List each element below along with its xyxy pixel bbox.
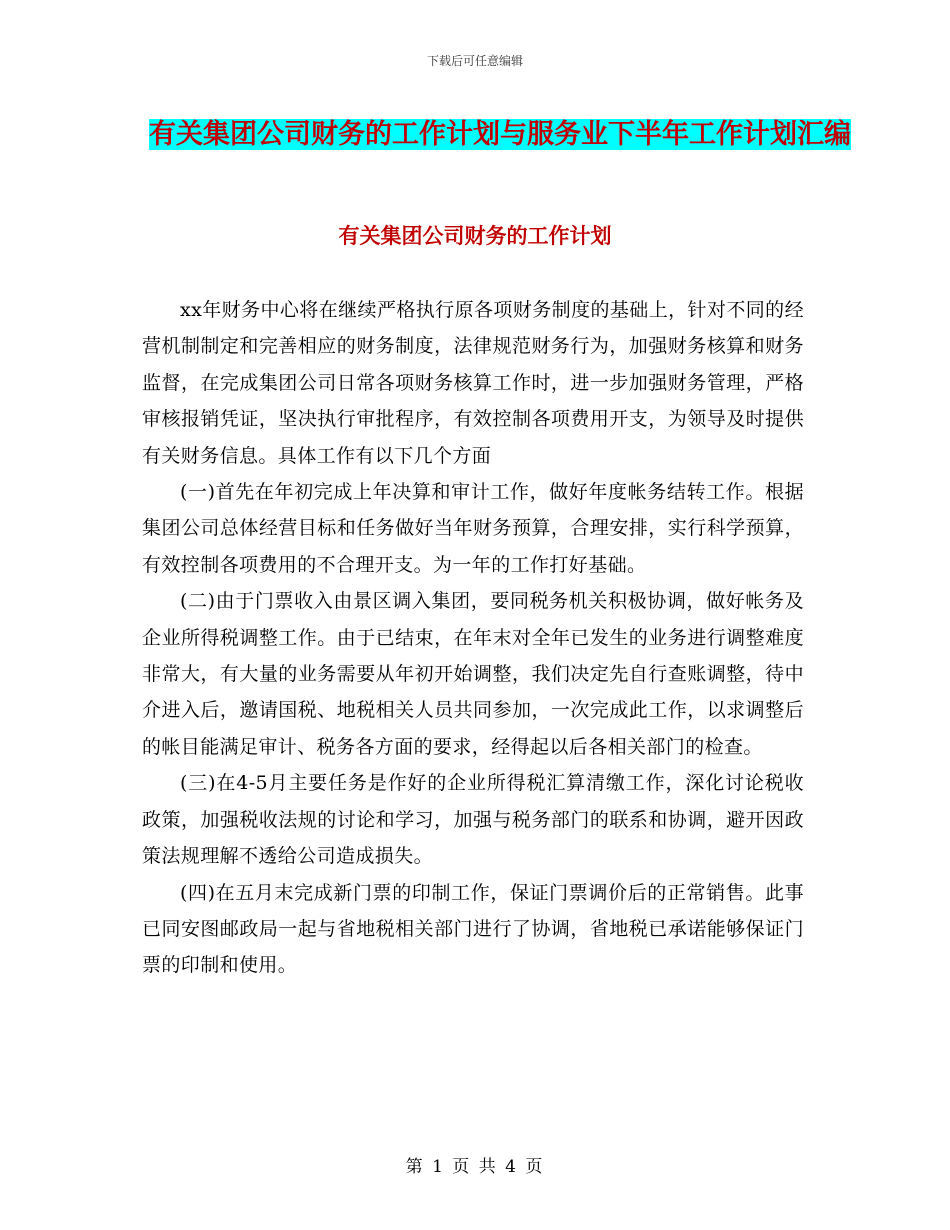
paragraph-intro: xx年财务中心将在继续严格执行原各项财务制度的基础上，针对不同的经营机制制定和完善相应的财务制度，法律规范财务行为，加强财务核算和财务监督，在完成集团公司日常各项财务核算工作时，进一步加强财务管理，严格审核报销凭证，坚决执行审批程序，有效控制各项费用开支，为领导及时提供有关财务信息。具体工作有以下几个方面	[142, 299, 804, 467]
document-title-text: 有关集团公司财务的工作计划与服务业下半年工作计划汇编	[149, 119, 851, 150]
header-note: 下载后可任意编辑	[426, 54, 523, 68]
document-body	[142, 292, 804, 984]
paragraph-4: (四)在五月末完成新门票的印制工作，保证门票调价后的正常销售。此事已同安图邮政局一起与省地税相关部门进行了协调，省地税已承诺能够保证门票的印制和使用。	[142, 881, 804, 977]
paragraph-2: (二)由于门票收入由景区调入集团，要同税务机关积极协调，做好帐务及企业所得税调整工作。由于已结束，在年末对全年已发生的业务进行调整难度非常大，有大量的业务需要从年初开始调整，我们决定先自行查账调整，待中介进入后，邀请国税、地税相关人员共同参加，一次完成此工作，以求调整后的帐目能满足审计、税务各方面的要求，经得起以后各相关部门的检查。	[142, 590, 804, 758]
paragraph-1: (一)首先在年初完成上年决算和审计工作，做好年度帐务结转工作。根据集团公司总体经营目标和任务做好当年财务预算，合理安排，实行科学预算，有效控制各项费用的不合理开支。为一年的工作打好基础。	[142, 481, 804, 576]
paragraph-3: (三)在4-5月主要任务是作好的企业所得税汇算清缴工作，深化讨论税收政策，加强税收法规的讨论和学习，加强与税务部门的联系和协调，避开因政策法规理解不透给公司造成损失。	[142, 772, 804, 868]
section-title: 有关集团公司财务的工作计划	[338, 224, 612, 248]
page-footer: 第 1 页 共 4 页	[405, 1157, 545, 1177]
document-title	[140, 110, 860, 160]
